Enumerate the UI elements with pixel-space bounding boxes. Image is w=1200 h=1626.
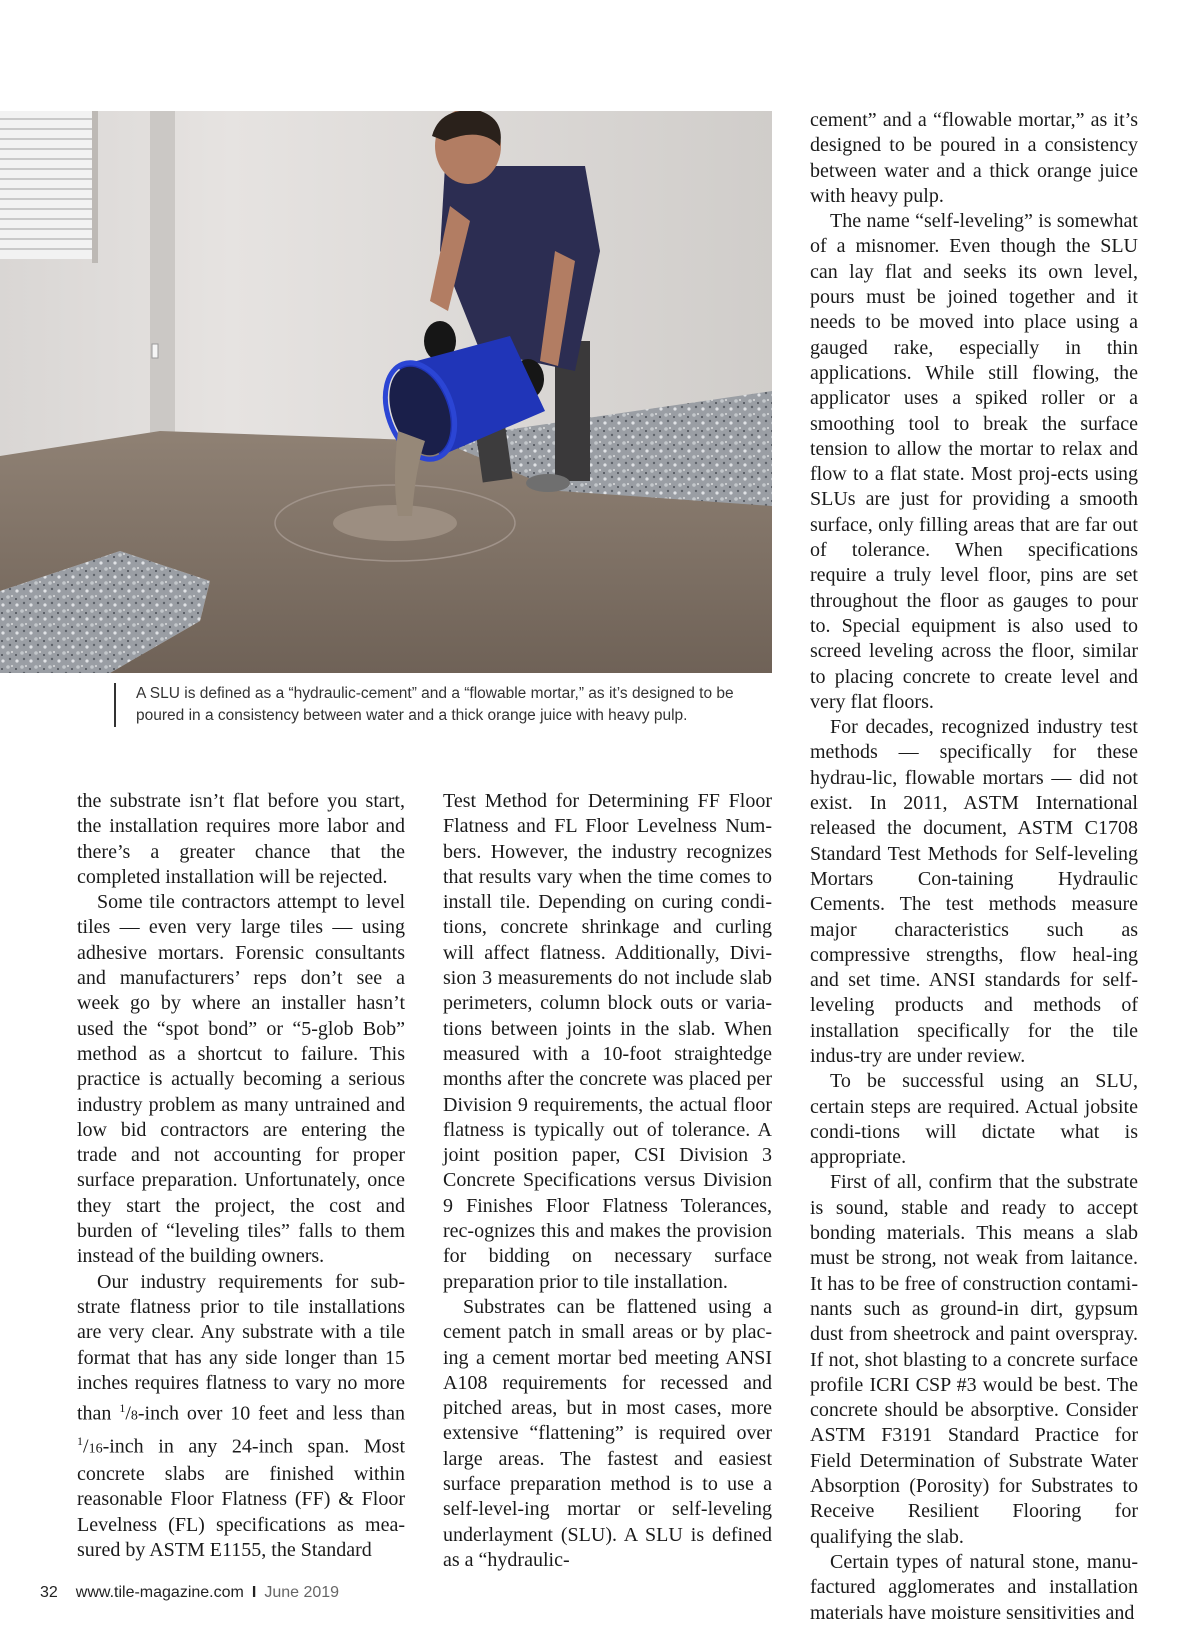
photo-caption: A SLU is defined as a “hydraulic-cement” and a “flowable mortar,” as it’s designed to be poured in a consistency between water and a thick orange juice with heavy pulp. — [114, 683, 776, 727]
paragraph: cement” and a “flowable mortar,” as it’s designed to be poured in a consistency between water and a thick orange juice with heavy pulp. — [810, 109, 1138, 207]
fraction-denominator: 16 — [88, 1441, 103, 1457]
paragraph-text: Our industry requirements for sub-strate flatness prior to tile installations are very clear. Any substrate with a tile format that has any side longer than 15 inches requires flatness to vary no more than — [77, 1270, 405, 1425]
fraction-numerator: 1 — [119, 1401, 126, 1416]
paragraph-text: -inch over 10 feet and less than — [137, 1402, 405, 1425]
paragraph: For decades, recognized industry test methods — specifically for these hydrau-lic, flowable mortars — did not exist. In 2011, ASTM International released the document, ASTM C1708 Standard Test Methods for Self-leveling Mortars Con-taining Hydraulic Cements. The test methods measure major characteristics such as compressive strengths, flow heal-ing and set time. ANSI standards for self-leveling products and methods of installation specifically for the tile indus-try are under review. — [810, 716, 1138, 1067]
paragraph: Test Method for Determining FF Floor Flatness and FL Floor Levelness Num-bers. However, the industry recognizes that results vary when the time comes to install tile. Depending on curing condi-tions, concrete shrinkage and curling will affect flatness. Additionally, Divi-sion 3 measurements do not include slab perimeters, column block outs or varia-tions between joints in the slab. When measured with a 10-foot straightedge months after the concrete was placed per Division 9 requirements, the actual floor flatness is typically out of tolerance. A joint position paper, CSI Division 3 Concrete Specifications versus Division 9 Finishes Floor Flatness Tolerances, rec-ognizes this and makes the provision for bidding on necessary surface preparation prior to tile installation. — [443, 790, 772, 1293]
paragraph: Certain types of natural stone, manu-factured agglomerates and installation materials have moisture sensitivities and — [810, 1550, 1138, 1624]
footer-separator: I — [251, 1584, 257, 1601]
paragraph-text: -inch in any 24-inch span. Most concrete slabs are finished within reasonable Floor Flatness (FF) & Floor Levelness (FL) specifications as mea-sured by ASTM E1155, the Standard — [77, 1435, 405, 1561]
paragraph: Substrates can be flattened using a cement patch in small areas or by plac-ing a cement mortar bed meeting ANSI A108 requirements for recessed and pitched areas, but in most cases, more extensive “flattening” is required over large areas. The fastest and easiest surface preparation method is to use a self-level-ing mortar or self-leveling underlayment (SLU). A SLU is defined as a “hydraulic- — [443, 1295, 772, 1571]
article-column-1 — [77, 789, 405, 1563]
photo-illustration — [0, 111, 772, 673]
paragraph: To be successful using an SLU, certain steps are required. Actual jobsite condi-tions will dictate what is appropriate. — [810, 1070, 1138, 1169]
fraction-numerator: 1 — [77, 1434, 83, 1449]
paragraph: Some tile contractors attempt to level tiles — even very large tiles — using adhesive mortars. Forensic consultants and manufacturers’ reps don’t see a week go by where an installer hasn’t used the “spot bond” or “5-glob Bob” method as a shortcut to failure. This practice is actually becoming a serious industry problem as many untrained and low bid contractors are entering the trade and not accounting for proper surface preparation. Unfortunately, once they start the project, the cost and burden of “leveling tiles” falls to them instead of the building owners. — [77, 891, 405, 1268]
page-number: 32 — [40, 1584, 58, 1601]
page-footer — [40, 1584, 339, 1602]
article-column-3 — [810, 108, 1138, 1626]
paragraph: the substrate isn’t flat before you start, the installation requires more labor and there’s a greater chance that the completed installation will be rejected. — [77, 790, 405, 888]
article-photo — [0, 111, 772, 673]
website-link[interactable]: www.tile-magazine.com — [75, 1584, 244, 1601]
fraction-denominator: 8 — [130, 1408, 138, 1424]
paragraph: The name “self-leveling” is somewhat of a misnomer. Even though the SLU can lay flat and seeks its own level, pours must be joined together and it needs to be moved into place using a gauged rake, especially in thin applications. While still flowing, the applicator uses a spiked roller or a smoothing tool to break the surface tension to allow the mortar to relax and flow to a flat state. Most proj-ects using SLUs are just for providing a smooth surface, only filling areas that are far out of tolerance. When specifications require a truly level floor, pins are set throughout the floor as gauges to pour to. Special equipment is also used to screed leveling across the floor, similar to placing concrete to create level and very flat floors. — [810, 210, 1138, 713]
article-column-2 — [443, 789, 772, 1573]
paragraph: Our industry requirements for sub-strate flatness prior to tile installations are very clear. Any substrate with a tile format that has any side longer than 15 inches requires flatness to vary no more than $^1$/8-inch over 10 feet and less than $^1$/16-inch in any 24-inch span. Most concrete slabs are finished within reasonable Floor Flatness (FF) & Floor Levelness (FL) specifications as mea-sured by ASTM E1155, the Standard — [77, 1270, 405, 1561]
issue-date: June 2019 — [264, 1584, 340, 1601]
paragraph: First of all, confirm that the substrate is sound, stable and ready to accept bonding materials. This means a slab must be strong, not weak from laitance. It has to be free of construction contami-nants such as ground-in dirt, gypsum dust from sheetrock and paint overspray. If not, shot blasting to a concrete surface profile ICRI CSP #3 would be best. The concrete should be absorptive. Consider ASTM F3191 Standard Practice for Field Determination of Substrate Water Absorption (Porosity) for Substrates to Receive Resilient Flooring for qualifying the slab. — [810, 1171, 1138, 1548]
